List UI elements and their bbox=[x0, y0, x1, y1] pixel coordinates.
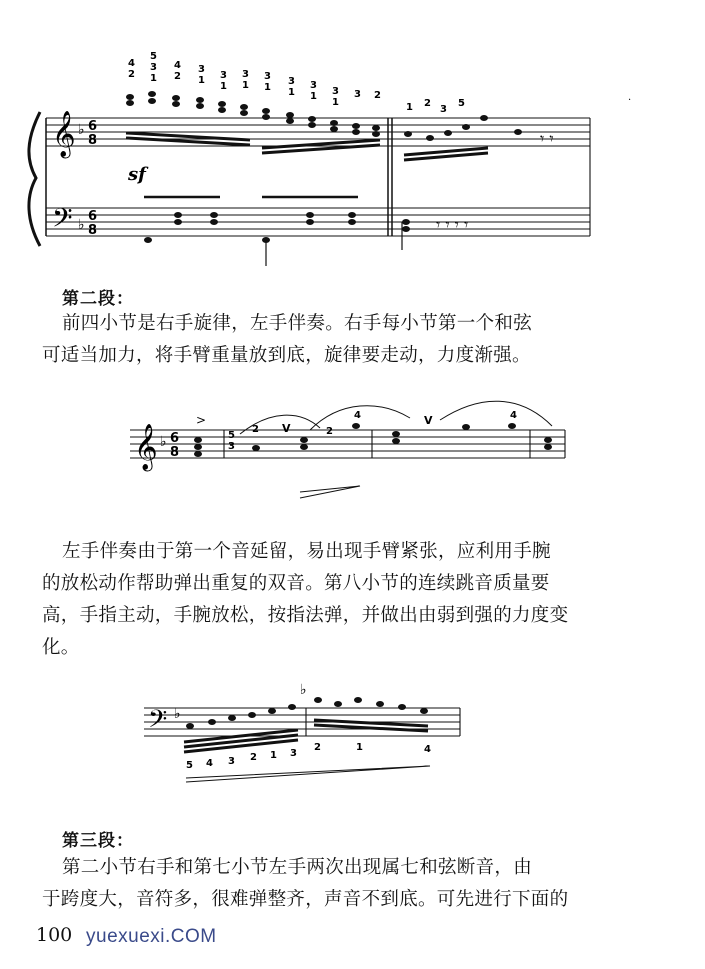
svg-text:1: 1 bbox=[198, 75, 205, 86]
svg-text:4: 4 bbox=[174, 60, 181, 71]
svg-text:8: 8 bbox=[88, 133, 98, 148]
svg-text:1: 1 bbox=[406, 102, 413, 113]
svg-text:2: 2 bbox=[314, 742, 321, 753]
svg-text:6: 6 bbox=[88, 209, 98, 224]
svg-text:2: 2 bbox=[128, 69, 135, 80]
text-line: 于跨度大，音符多，很难弹整齐，声音不到底。可先进行下面的 bbox=[42, 889, 569, 910]
svg-text:3: 3 bbox=[264, 71, 271, 82]
svg-text:3: 3 bbox=[228, 441, 235, 452]
svg-text:𝄢: 𝄢 bbox=[148, 705, 168, 740]
svg-text:2: 2 bbox=[374, 90, 381, 101]
svg-text:4: 4 bbox=[510, 410, 517, 421]
svg-text:3: 3 bbox=[242, 69, 249, 80]
svg-text:2: 2 bbox=[252, 424, 259, 435]
svg-text:5: 5 bbox=[186, 760, 193, 771]
svg-text:5: 5 bbox=[228, 430, 235, 441]
watermark: yuexuexi.COM bbox=[86, 926, 217, 947]
score-grand-staff-1 bbox=[0, 0, 705, 280]
svg-text:1: 1 bbox=[310, 91, 317, 102]
svg-text:1: 1 bbox=[220, 81, 227, 92]
text-line: 左手伴奏由于第一个音延留，易出现手臂紧张，应利用手腕 bbox=[62, 541, 551, 562]
svg-text:♭: ♭ bbox=[160, 434, 167, 450]
score-staff-2 bbox=[0, 400, 705, 520]
svg-text:♭: ♭ bbox=[300, 682, 307, 698]
svg-text:1: 1 bbox=[150, 73, 157, 84]
svg-text:8: 8 bbox=[170, 445, 180, 460]
svg-text:3: 3 bbox=[440, 104, 447, 115]
svg-text:𝄾 𝄾 𝄾 𝄾: 𝄾 𝄾 𝄾 𝄾 bbox=[436, 215, 469, 234]
svg-text:>: > bbox=[196, 413, 207, 427]
svg-text:4: 4 bbox=[128, 58, 135, 69]
svg-text:3: 3 bbox=[198, 64, 205, 75]
text-line: 第二小节右手和第七小节左手两次出现属七和弦断音，由 bbox=[62, 857, 533, 878]
svg-text:♭: ♭ bbox=[78, 122, 85, 138]
svg-text:1: 1 bbox=[356, 742, 363, 753]
svg-text:5: 5 bbox=[458, 98, 465, 109]
text-line: 前四小节是右手旋律，左手伴奏。右手每小节第一个和弦 bbox=[62, 313, 533, 334]
svg-text:𝄞: 𝄞 bbox=[134, 424, 158, 470]
page-number: 100 bbox=[36, 924, 73, 946]
svg-text:6: 6 bbox=[88, 119, 98, 134]
svg-text:4: 4 bbox=[424, 744, 431, 755]
text-line: 的放松动作帮助弹出重复的双音。第八小节的连续跳音质量要 bbox=[42, 573, 550, 594]
svg-text:5: 5 bbox=[150, 51, 157, 62]
section-heading-3: 第三段： bbox=[62, 831, 134, 851]
svg-text:♭: ♭ bbox=[78, 217, 85, 233]
svg-text:V: V bbox=[424, 414, 433, 427]
svg-text:3: 3 bbox=[288, 76, 295, 87]
svg-text:4: 4 bbox=[206, 758, 213, 769]
svg-text:2: 2 bbox=[174, 71, 181, 82]
dynamic-mark: sf bbox=[128, 164, 146, 185]
text-line: 高，手指主动，手腕放松，按指法弹，并做出由弱到强的力度变 bbox=[42, 605, 569, 626]
svg-text:𝄾 𝄾: 𝄾 𝄾 bbox=[540, 129, 554, 148]
bass-clef: 𝄢 bbox=[52, 202, 73, 240]
svg-text:1: 1 bbox=[264, 82, 271, 93]
svg-text:1: 1 bbox=[288, 87, 295, 98]
svg-text:6: 6 bbox=[170, 431, 180, 446]
svg-text:3: 3 bbox=[290, 748, 297, 759]
svg-text:4: 4 bbox=[354, 410, 361, 421]
svg-text:3: 3 bbox=[310, 80, 317, 91]
svg-text:2: 2 bbox=[250, 752, 257, 763]
svg-text:2: 2 bbox=[326, 426, 333, 437]
text-line: 化。 bbox=[42, 637, 80, 658]
svg-text:3: 3 bbox=[354, 89, 361, 100]
svg-text:3: 3 bbox=[332, 86, 339, 97]
treble-clef: 𝄞 bbox=[52, 111, 76, 157]
svg-text:1: 1 bbox=[270, 750, 277, 761]
svg-text:3: 3 bbox=[228, 756, 235, 767]
svg-text:3: 3 bbox=[150, 62, 157, 73]
section-2-paragraph bbox=[42, 308, 682, 372]
svg-text:V: V bbox=[282, 422, 291, 435]
svg-text:1: 1 bbox=[242, 80, 249, 91]
svg-text:8: 8 bbox=[88, 223, 98, 238]
section-3-paragraph bbox=[42, 852, 682, 916]
svg-text:♭: ♭ bbox=[174, 706, 181, 722]
text-line: 可适当加力，将手臂重量放到底，旋律要走动，力度渐强。 bbox=[42, 345, 531, 366]
score-staff-3 bbox=[0, 680, 705, 790]
svg-text:3: 3 bbox=[220, 70, 227, 81]
svg-text:.: . bbox=[628, 92, 632, 103]
svg-text:1: 1 bbox=[332, 97, 339, 108]
paragraph-3 bbox=[42, 536, 682, 664]
svg-text:2: 2 bbox=[424, 98, 431, 109]
section-heading-2: 第二段： bbox=[62, 289, 134, 309]
